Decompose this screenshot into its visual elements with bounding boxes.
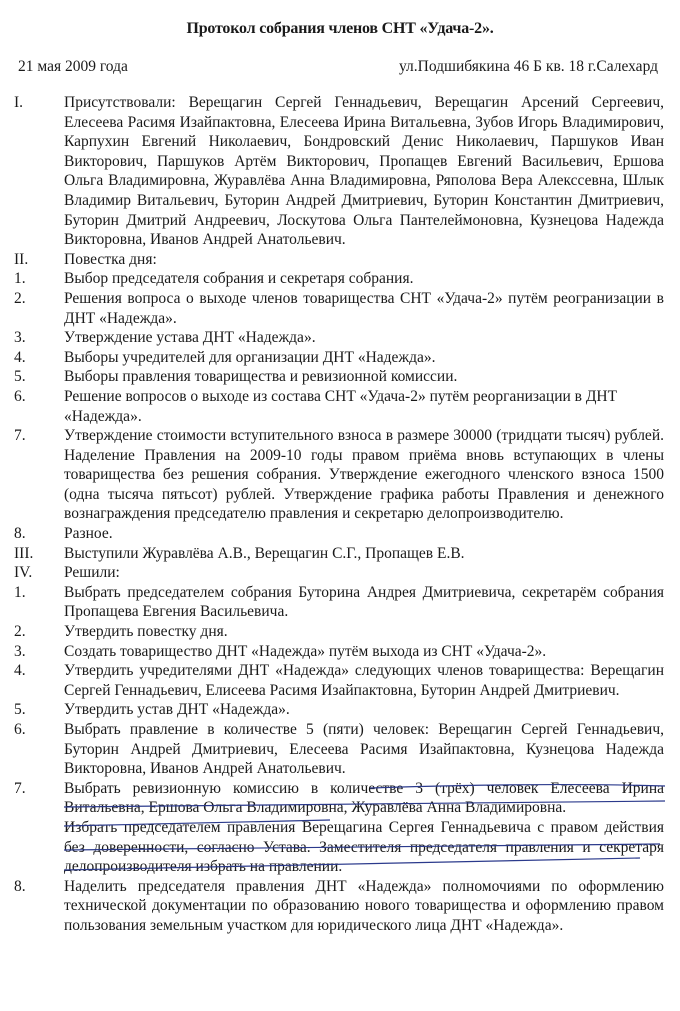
item-number: 8.: [14, 877, 26, 895]
decision-item: [14, 818, 664, 877]
agenda-item: [14, 328, 664, 348]
meeting-address: ул.Подшибякина 46 Б кв. 18 г.Салехард: [398, 58, 658, 75]
item-number: 3.: [14, 329, 26, 347]
section-number: I.: [14, 94, 24, 111]
item-text: Выборы правления товарищества и ревизионной комиссии.: [64, 368, 458, 386]
item-number: 2.: [14, 623, 26, 641]
meeting-date: 21 мая 2009 года: [18, 58, 128, 75]
item-text: Наделить председателя правления ДНТ «Надежда» полномочиями по оформлению технической документации по образованию нового товарищества и оформлению правом пользования земельным участком для юридического лица ДНТ «Надежда».: [64, 877, 664, 934]
section-text: Выступили Журавлёва А.В., Верещагин С.Г., Пропащев Е.В.: [64, 544, 465, 562]
agenda-item: [14, 524, 664, 544]
item-text: Разное.: [64, 525, 113, 543]
item-number: 7.: [14, 779, 26, 797]
document-body: [14, 93, 664, 936]
decision-item: [14, 720, 664, 779]
item-number: 5.: [14, 368, 26, 386]
agenda-item: [14, 289, 664, 328]
item-number: 1.: [14, 270, 26, 288]
document-title: Протокол собрания членов СНТ «Удача-2».: [186, 20, 494, 37]
item-number: [14, 818, 64, 877]
item-number: 3.: [14, 642, 26, 660]
section-text: Решили:: [64, 564, 120, 582]
section-text: Присутствовали: Верещагин Сергей Геннадьевич, Верещагин Арсений Сергеевич, Елесеева Расимя Изайпактовна, Елесеева Ирина Витальевна, Зубов Игорь Владимирович, Карпухин Евгений Николаевич, Бондровский Денис Николаевич, Паршуков Иван Викторович, Паршуков Артём Викторович, Пропащев Евгений Васильевич, Ершова Ольга Владимировна, Журавлёва Анна Владимировна, Ряполова Вера Алекссевна, Шлык Владимир Витальевич, Буторин Андрей Дмитриевич, Буторин Константин Дмитриевич, Буторин Дмитрий Андреевич, Лоскутова Ольга Пантелеймоновна, Кузнецова Надежда Викторовна, Иванов Андрей Анатольевич.: [64, 94, 664, 249]
item-number: 4.: [14, 348, 26, 366]
section-speakers: [14, 544, 664, 564]
item-number: 2.: [14, 289, 26, 307]
section-number: II.: [14, 250, 29, 268]
item-number: 4.: [14, 662, 26, 680]
item-number: 6.: [14, 387, 26, 405]
agenda-item: [14, 367, 664, 387]
decision-item: [14, 877, 664, 936]
item-text: Утвердить учредителями ДНТ «Надежда» следующих членов товарищества: Верещагин Сергей Геннадьевич, Елисеева Расимя Изайпактовна, Буторин Андрей Дмитриевич.: [64, 662, 664, 699]
item-text: Утверждение стоимости вступительного взноса в размере 30000 (тридцати тысяч) рублей. Наделение Правления на 2009-10 годы правом приёма вновь вступающих в члены товарищества без решения собрания. Утверждение ежегодного членского взноса 1500 (одна тысяча пятьсот) рублей. Утверждение графика работы Правления и денежного вознаграждения председателю правления и секретарю делопроизводителю.: [64, 427, 664, 523]
decision-item: [14, 779, 664, 818]
section-number: IV.: [14, 564, 33, 582]
decision-item: [14, 661, 664, 700]
decision-item: [14, 583, 664, 622]
item-text: Выбрать ревизионную комиссию в количестве 3 (трёх) человек Елесеева Ирина Витальевна, Ершова Ольга Владимировна, Журавлёва Анна Владимировна.: [64, 779, 664, 817]
item-text: Утвердить повестку дня.: [64, 623, 228, 641]
item-text: Выбор председателя собрания и секретаря собрания.: [64, 270, 414, 288]
item-text: Решение вопросов о выходе из состава СНТ «Удача-2» путём реорганизации в ДНТ «Надежда».: [64, 387, 618, 425]
item-text: Утвердить устав ДНТ «Надежда».: [64, 701, 290, 719]
item-text: Выборы учредителей для организации ДНТ «Надежда».: [64, 348, 436, 366]
item-text: Решения вопроса о выходе членов товарищества СНТ «Удача-2» путём реогранизации в ДНТ «Надежда».: [64, 289, 664, 327]
agenda-item: [14, 426, 664, 524]
decision-item: [14, 642, 664, 662]
item-text: Выбрать правление в количестве 5 (пяти) человек: Верещагин Сергей Геннадьевич, Буторин Андрей Дмитриевич, Елесеева Расимя Изайпактовна, Кузнецова Надежда Викторовна, Иванов Андрей Анатольевич.: [64, 721, 664, 778]
item-text: Избрать председателем правления Верещагина Сергея Геннадьевича с правом действия без доверенности, согласно Устава. Заместителя председателя правления и секретаря делопроизводителя избрать на правлении.: [64, 818, 664, 876]
agenda-item: [14, 269, 664, 289]
item-number: 5.: [14, 701, 26, 719]
item-number: 8.: [14, 525, 26, 543]
section-number: III.: [14, 544, 34, 562]
item-text: Утверждение устава ДНТ «Надежда».: [64, 329, 316, 347]
decision-item: [14, 622, 664, 642]
item-number: 7.: [14, 427, 26, 445]
agenda-item: [14, 387, 664, 426]
section-decisions-heading: [14, 563, 664, 583]
agenda-item: [14, 348, 664, 368]
item-text: Создать товарищество ДНТ «Надежда» путём выхода из СНТ «Удача-2».: [64, 642, 547, 660]
section-attendees: [14, 93, 664, 250]
decision-item: [14, 700, 664, 720]
item-text: Выбрать председателем собрания Буторина Андрея Дмитриевича, секретарём собрания Пропащева Евгения Васильевича.: [64, 583, 664, 621]
item-number: 6.: [14, 721, 26, 738]
item-number: 1.: [14, 583, 26, 601]
section-text: Повестка дня:: [64, 250, 157, 268]
section-agenda-heading: [14, 250, 664, 270]
